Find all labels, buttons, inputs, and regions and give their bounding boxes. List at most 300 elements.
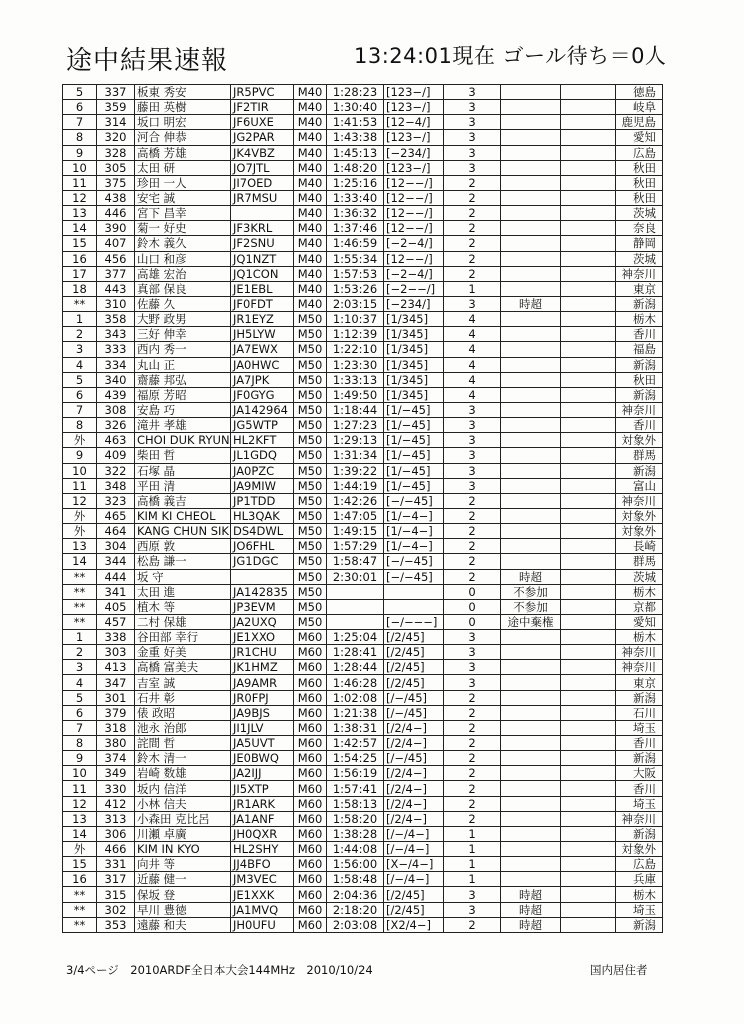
callsign-cell: JJ4BFO [231, 857, 294, 872]
blank-cell [561, 372, 616, 387]
count-cell: 2 [444, 266, 501, 281]
rank-cell: 1 [63, 312, 97, 327]
class-cell: M60 [294, 842, 327, 857]
callsign-cell: JF0FDT [231, 296, 294, 311]
callsign-cell: JA9MIW [231, 478, 294, 493]
class-cell: M50 [294, 463, 327, 478]
note-cell [501, 781, 561, 796]
rank-cell: 11 [63, 781, 97, 796]
count-cell: 3 [444, 145, 501, 160]
class-cell: M60 [294, 720, 327, 735]
table-row [63, 251, 663, 266]
count-cell: 2 [444, 190, 501, 205]
table-row [63, 917, 663, 932]
prefecture-cell: 栃木 [616, 584, 663, 599]
name-cell: 齋藤 邦弘 [135, 372, 231, 387]
rank-cell: 10 [63, 766, 97, 781]
time-cell: 1:25:16 [327, 175, 384, 190]
name-cell: 鈴木 清一 [135, 751, 231, 766]
table-row [63, 857, 663, 872]
class-cell: M60 [294, 660, 327, 675]
class-cell: M40 [294, 251, 327, 266]
bib-cell: 377 [97, 266, 135, 281]
class-cell: M40 [294, 130, 327, 145]
rank-cell: ** [63, 917, 97, 932]
count-cell: 1 [444, 281, 501, 296]
prefecture-cell: 東京 [616, 281, 663, 296]
note-cell [501, 751, 561, 766]
callsign-cell: JG5WTP [231, 418, 294, 433]
class-cell: M60 [294, 902, 327, 917]
prefecture-cell: 茨城 [616, 206, 663, 221]
note-cell [501, 115, 561, 130]
blank-cell [561, 190, 616, 205]
prefecture-cell: 広島 [616, 857, 663, 872]
table-row [63, 720, 663, 735]
blank-cell [561, 902, 616, 917]
prefecture-cell: 長崎 [616, 539, 663, 554]
table-row [63, 569, 663, 584]
control-record-cell: [1/−4−] [384, 539, 444, 554]
blank-cell [561, 100, 616, 115]
blank-cell [561, 342, 616, 357]
bib-cell: 466 [97, 842, 135, 857]
control-record-cell: [X−/4−] [384, 857, 444, 872]
time-cell: 1:57:41 [327, 781, 384, 796]
control-record-cell [384, 599, 444, 614]
control-record-cell: [1/−45] [384, 478, 444, 493]
rank-cell: 6 [63, 705, 97, 720]
callsign-cell: JA0HWC [231, 357, 294, 372]
blank-cell [561, 917, 616, 932]
name-cell: 佐藤 久 [135, 296, 231, 311]
name-cell: 菊一 好史 [135, 221, 231, 236]
time-cell: 1:28:41 [327, 645, 384, 660]
name-cell: 西原 敦 [135, 539, 231, 554]
rank-cell: 2 [63, 327, 97, 342]
class-cell: M60 [294, 781, 327, 796]
name-cell: 俵 政昭 [135, 705, 231, 720]
count-cell: 4 [444, 387, 501, 402]
time-cell: 1:49:15 [327, 524, 384, 539]
note-cell [501, 811, 561, 826]
class-cell: M50 [294, 478, 327, 493]
bib-cell: 303 [97, 645, 135, 660]
control-record-cell: [/−/45] [384, 705, 444, 720]
count-cell: 0 [444, 584, 501, 599]
control-record-cell: [1/−45] [384, 463, 444, 478]
control-record-cell: [/2/45] [384, 660, 444, 675]
prefecture-cell: 奈良 [616, 221, 663, 236]
prefecture-cell: 神奈川 [616, 402, 663, 417]
rank-cell: 5 [63, 372, 97, 387]
name-cell: 宮下 昌幸 [135, 206, 231, 221]
count-cell: 3 [444, 630, 501, 645]
name-cell: 川瀬 卓廣 [135, 826, 231, 841]
count-cell: 2 [444, 796, 501, 811]
rank-cell: 10 [63, 463, 97, 478]
name-cell: 詫間 哲 [135, 736, 231, 751]
time-cell: 1:57:53 [327, 266, 384, 281]
blank-cell [561, 751, 616, 766]
prefecture-cell: 神奈川 [616, 811, 663, 826]
rank-cell: 7 [63, 720, 97, 735]
bib-cell: 457 [97, 614, 135, 629]
count-cell: 3 [444, 433, 501, 448]
note-cell [501, 100, 561, 115]
class-cell: M60 [294, 751, 327, 766]
prefecture-cell: 神奈川 [616, 660, 663, 675]
blank-cell [561, 857, 616, 872]
blank-cell [561, 418, 616, 433]
time-cell: 1:29:13 [327, 433, 384, 448]
name-cell: KIM IN KYO [135, 842, 231, 857]
count-cell: 0 [444, 614, 501, 629]
rank-cell: ** [63, 584, 97, 599]
count-cell: 1 [444, 842, 501, 857]
callsign-cell: JA1MVQ [231, 902, 294, 917]
callsign-cell: JA0PZC [231, 463, 294, 478]
rank-cell: 15 [63, 236, 97, 251]
rank-cell: ** [63, 296, 97, 311]
control-record-cell: [/−/45] [384, 690, 444, 705]
time-cell: 1:47:05 [327, 508, 384, 523]
bib-cell: 302 [97, 902, 135, 917]
bib-cell: 438 [97, 190, 135, 205]
note-cell [501, 342, 561, 357]
bib-cell: 358 [97, 312, 135, 327]
blank-cell [561, 206, 616, 221]
rank-cell: 5 [63, 690, 97, 705]
table-row [63, 387, 663, 402]
callsign-cell: JR1CHU [231, 645, 294, 660]
count-cell: 2 [444, 766, 501, 781]
name-cell: 池永 治郎 [135, 720, 231, 735]
class-cell: M40 [294, 100, 327, 115]
blank-cell [561, 130, 616, 145]
control-record-cell: [123−/] [384, 160, 444, 175]
prefecture-cell: 富山 [616, 478, 663, 493]
class-cell: M40 [294, 145, 327, 160]
prefecture-cell: 岐阜 [616, 100, 663, 115]
time-cell: 2:03:08 [327, 917, 384, 932]
callsign-cell: HL2KFT [231, 433, 294, 448]
name-cell: 太田 研 [135, 160, 231, 175]
rank-cell: 8 [63, 736, 97, 751]
time-cell: 1:46:28 [327, 675, 384, 690]
count-cell: 3 [444, 902, 501, 917]
note-cell: 時超 [501, 887, 561, 902]
count-cell: 3 [444, 130, 501, 145]
callsign-cell: JP1TDD [231, 493, 294, 508]
bib-cell: 305 [97, 160, 135, 175]
rank-cell: 12 [63, 190, 97, 205]
control-record-cell: [/2/4−] [384, 766, 444, 781]
table-row [63, 660, 663, 675]
class-cell: M50 [294, 508, 327, 523]
table-row [63, 115, 663, 130]
rank-cell: 13 [63, 811, 97, 826]
time-cell: 1:45:13 [327, 145, 384, 160]
table-row [63, 281, 663, 296]
count-cell: 1 [444, 857, 501, 872]
bib-cell: 340 [97, 372, 135, 387]
rank-cell: ** [63, 887, 97, 902]
note-cell [501, 660, 561, 675]
control-record-cell: [123−/] [384, 85, 444, 100]
note-cell [501, 645, 561, 660]
prefecture-cell: 新潟 [616, 463, 663, 478]
name-cell: 吉室 誠 [135, 675, 231, 690]
table-row [63, 645, 663, 660]
control-record-cell: [1/−4−] [384, 524, 444, 539]
control-record-cell: [/−/4−] [384, 872, 444, 887]
time-cell: 1:58:48 [327, 872, 384, 887]
note-cell [501, 448, 561, 463]
prefecture-cell: 大阪 [616, 766, 663, 781]
prefecture-cell: 秋田 [616, 372, 663, 387]
rank-cell: 7 [63, 115, 97, 130]
rank-cell: 13 [63, 206, 97, 221]
note-cell [501, 327, 561, 342]
table-row [63, 599, 663, 614]
blank-cell [561, 781, 616, 796]
name-cell: 安島 巧 [135, 402, 231, 417]
bib-cell: 320 [97, 130, 135, 145]
callsign-cell: JI7OED [231, 175, 294, 190]
table-row [63, 902, 663, 917]
control-record-cell: [12−−/] [384, 221, 444, 236]
count-cell: 2 [444, 539, 501, 554]
callsign-cell: DS4DWL [231, 524, 294, 539]
bib-cell: 349 [97, 766, 135, 781]
class-cell: M50 [294, 554, 327, 569]
callsign-cell [231, 569, 294, 584]
callsign-cell: JG2PAR [231, 130, 294, 145]
time-cell: 1:44:19 [327, 478, 384, 493]
count-cell: 3 [444, 296, 501, 311]
class-cell: M50 [294, 402, 327, 417]
time-cell: 1:44:08 [327, 842, 384, 857]
callsign-cell: JR1ARK [231, 796, 294, 811]
time-cell: 1:27:23 [327, 418, 384, 433]
name-cell: 滝井 孝雄 [135, 418, 231, 433]
bib-cell: 375 [97, 175, 135, 190]
blank-cell [561, 766, 616, 781]
blank-cell [561, 826, 616, 841]
class-cell: M50 [294, 524, 327, 539]
blank-cell [561, 145, 616, 160]
control-record-cell: [1/−45] [384, 402, 444, 417]
name-cell: 柴田 哲 [135, 448, 231, 463]
bib-cell: 439 [97, 387, 135, 402]
table-row [63, 493, 663, 508]
time-cell: 1:53:26 [327, 281, 384, 296]
prefecture-cell: 神奈川 [616, 493, 663, 508]
rank-cell: 7 [63, 402, 97, 417]
time-cell: 1:54:25 [327, 751, 384, 766]
class-cell: M50 [294, 599, 327, 614]
rank-cell: 5 [63, 85, 97, 100]
class-cell: M50 [294, 614, 327, 629]
name-cell: 三好 伸幸 [135, 327, 231, 342]
class-cell: M50 [294, 448, 327, 463]
class-cell: M60 [294, 796, 327, 811]
control-record-cell: [−/−−−] [384, 614, 444, 629]
control-record-cell: [/−/45] [384, 751, 444, 766]
control-record-cell: [/2/4−] [384, 781, 444, 796]
control-record-cell: [12−−/] [384, 206, 444, 221]
callsign-cell: JA7JPK [231, 372, 294, 387]
note-cell [501, 130, 561, 145]
control-record-cell: [1/−45] [384, 433, 444, 448]
class-cell: M60 [294, 857, 327, 872]
bib-cell: 326 [97, 418, 135, 433]
bib-cell: 301 [97, 690, 135, 705]
rank-cell: 12 [63, 493, 97, 508]
bib-cell: 463 [97, 433, 135, 448]
callsign-cell: HL2SHY [231, 842, 294, 857]
count-cell: 3 [444, 85, 501, 100]
table-row [63, 872, 663, 887]
rank-cell: 3 [63, 342, 97, 357]
name-cell: 高雄 宏治 [135, 266, 231, 281]
time-cell: 1:42:57 [327, 736, 384, 751]
table-row [63, 357, 663, 372]
table-row [63, 463, 663, 478]
rank-cell: 17 [63, 266, 97, 281]
prefecture-cell: 新潟 [616, 690, 663, 705]
class-cell: M60 [294, 675, 327, 690]
count-cell: 3 [444, 463, 501, 478]
note-cell [501, 675, 561, 690]
class-cell: M60 [294, 826, 327, 841]
time-cell: 1:58:20 [327, 811, 384, 826]
callsign-cell: JA9BJS [231, 705, 294, 720]
prefecture-cell: 香川 [616, 736, 663, 751]
time-cell: 1:12:39 [327, 327, 384, 342]
name-cell: KANG CHUN SIK [135, 524, 231, 539]
table-row [63, 221, 663, 236]
table-row [63, 160, 663, 175]
blank-cell [561, 569, 616, 584]
blank-cell [561, 312, 616, 327]
name-cell: 向井 等 [135, 857, 231, 872]
table-row [63, 236, 663, 251]
class-cell: M50 [294, 327, 327, 342]
class-cell: M40 [294, 175, 327, 190]
bib-cell: 341 [97, 584, 135, 599]
callsign-cell: JQ1CON [231, 266, 294, 281]
control-record-cell: [−/−45] [384, 493, 444, 508]
name-cell: 谷田部 幸行 [135, 630, 231, 645]
table-row [63, 418, 663, 433]
prefecture-cell: 鹿児島 [616, 115, 663, 130]
callsign-cell: JA142964 [231, 402, 294, 417]
note-cell: 不参加 [501, 599, 561, 614]
callsign-cell: JA9AMR [231, 675, 294, 690]
count-cell: 2 [444, 206, 501, 221]
blank-cell [561, 796, 616, 811]
table-row [63, 705, 663, 720]
note-cell: 時超 [501, 917, 561, 932]
callsign-cell: JR0FPJ [231, 690, 294, 705]
prefecture-cell: 新潟 [616, 296, 663, 311]
class-cell: M40 [294, 221, 327, 236]
name-cell: 早川 豊徳 [135, 902, 231, 917]
prefecture-cell: 対象外 [616, 508, 663, 523]
name-cell: 鈴木 義久 [135, 236, 231, 251]
time-cell: 1:22:10 [327, 342, 384, 357]
class-cell: M40 [294, 115, 327, 130]
name-cell: 坂 守 [135, 569, 231, 584]
prefecture-cell: 広島 [616, 145, 663, 160]
rank-cell: 9 [63, 751, 97, 766]
name-cell: 高橋 義吉 [135, 493, 231, 508]
note-cell [501, 85, 561, 100]
table-row [63, 630, 663, 645]
callsign-cell: JF2SNU [231, 236, 294, 251]
callsign-cell: JO6FHL [231, 539, 294, 554]
class-cell: M60 [294, 630, 327, 645]
name-cell: 金重 好美 [135, 645, 231, 660]
callsign-cell: JA7EWX [231, 342, 294, 357]
bib-cell: 444 [97, 569, 135, 584]
class-cell: M50 [294, 584, 327, 599]
count-cell: 2 [444, 524, 501, 539]
blank-cell [561, 251, 616, 266]
class-cell: M60 [294, 766, 327, 781]
table-row [63, 327, 663, 342]
prefecture-cell: 香川 [616, 327, 663, 342]
callsign-cell: JH0UFU [231, 917, 294, 932]
time-cell: 1:30:40 [327, 100, 384, 115]
time-cell: 1:28:23 [327, 85, 384, 100]
count-cell: 3 [444, 160, 501, 175]
bib-cell: 374 [97, 751, 135, 766]
blank-cell [561, 433, 616, 448]
rank-cell: 2 [63, 645, 97, 660]
bib-cell: 334 [97, 357, 135, 372]
callsign-cell: JA2IJJ [231, 766, 294, 781]
prefecture-cell: 秋田 [616, 190, 663, 205]
class-cell: M40 [294, 85, 327, 100]
prefecture-cell: 神奈川 [616, 645, 663, 660]
blank-cell [561, 720, 616, 735]
bib-cell: 390 [97, 221, 135, 236]
prefecture-cell: 埼玉 [616, 902, 663, 917]
count-cell: 3 [444, 478, 501, 493]
class-cell: M40 [294, 160, 327, 175]
bib-cell: 331 [97, 857, 135, 872]
control-record-cell: [123−/] [384, 100, 444, 115]
control-record-cell: [12−−/] [384, 175, 444, 190]
table-row [63, 842, 663, 857]
callsign-cell: JI5XTP [231, 781, 294, 796]
blank-cell [561, 690, 616, 705]
callsign-cell: JH5LYW [231, 327, 294, 342]
footer-category: 国内居住者 [590, 963, 648, 977]
name-cell: 遠藤 和夫 [135, 917, 231, 932]
time-cell: 1:41:53 [327, 115, 384, 130]
count-cell: 2 [444, 751, 501, 766]
time-cell: 1:58:13 [327, 796, 384, 811]
control-record-cell: [1/345] [384, 327, 444, 342]
rank-cell: 6 [63, 100, 97, 115]
note-cell [501, 690, 561, 705]
callsign-cell: JR1EYZ [231, 312, 294, 327]
control-record-cell: [1/345] [384, 342, 444, 357]
